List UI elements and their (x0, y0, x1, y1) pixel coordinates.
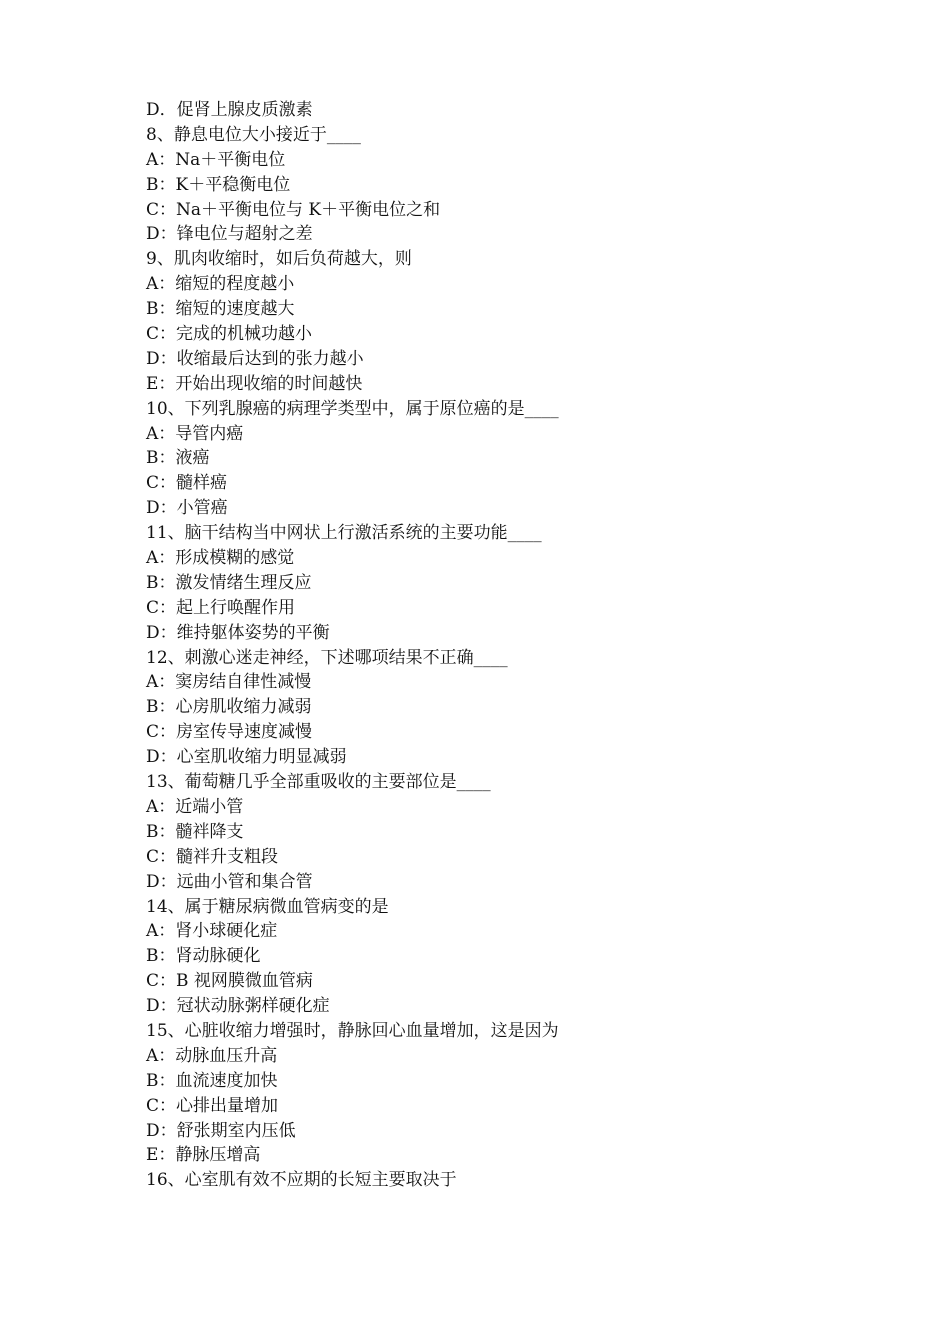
option-line: A：缩短的程度越小 (146, 274, 295, 295)
question-line: 9、肌肉收缩时，如后负荷越大，则 (146, 249, 412, 270)
option-line: D：心室肌收缩力明显减弱 (146, 747, 347, 768)
document-text-body (146, 98, 846, 1193)
option-line: D：维持躯体姿势的平衡 (146, 622, 330, 643)
option-line: D：小管癌 (146, 498, 228, 519)
option-line: A：窦房结自律性减慢 (146, 672, 312, 693)
question-line: 10、下列乳腺癌的病理学类型中，属于原位癌的是____ (146, 398, 559, 419)
option-line: C：起上行唤醒作用 (146, 597, 296, 618)
option-line: D：远曲小管和集合管 (146, 871, 313, 892)
option-line: C：B 视网膜微血管病 (146, 971, 313, 992)
option-line: C：完成的机械功越小 (146, 324, 313, 345)
question-line: 12、刺激心迷走神经，下述哪项结果不正确____ (146, 647, 508, 668)
option-line: C：髓样癌 (146, 473, 228, 494)
option-line: B：缩短的速度越大 (146, 299, 295, 320)
option-line: C：髓袢升支粗段 (146, 846, 279, 867)
option-line: E：开始出现收缩的时间越快 (146, 373, 363, 394)
option-line: D：舒张期室内压低 (146, 1120, 296, 1141)
option-line: A：动脉血压升高 (146, 1045, 278, 1066)
question-line: 13、葡萄糖几乎全部重吸收的主要部位是____ (146, 772, 491, 793)
option-line: A：形成模糊的感觉 (146, 548, 295, 569)
option-line: B：K＋平稳衡电位 (146, 174, 291, 195)
question-line: 16、心室肌有效不应期的长短主要取决于 (146, 1170, 457, 1191)
option-line: B：液癌 (146, 448, 210, 469)
option-line: B：心房肌收缩力减弱 (146, 697, 312, 718)
option-line: C：房室传导速度减慢 (146, 722, 313, 743)
option-line: D：冠状动脉粥样硬化症 (146, 996, 330, 1017)
option-line: A：导管内癌 (146, 423, 244, 444)
option-line: A：Na＋平衡电位 (146, 149, 286, 170)
question-line: 8、静息电位大小接近于____ (146, 124, 361, 145)
option-line: B：肾动脉硬化 (146, 946, 261, 967)
option-line: D：锋电位与超射之差 (146, 224, 313, 245)
option-line: D．促肾上腺皮质激素 (146, 100, 313, 120)
option-line: B：血流速度加快 (146, 1070, 278, 1091)
option-line: A：近端小管 (146, 796, 244, 817)
option-line: B：激发情绪生理反应 (146, 572, 312, 593)
option-line: D：收缩最后达到的张力越小 (146, 348, 364, 369)
question-line: 14、属于糖尿病微血管病变的是 (146, 896, 389, 917)
option-line: A：肾小球硬化症 (146, 921, 278, 942)
option-line: B：髓袢降支 (146, 821, 244, 842)
question-line: 11、脑干结构当中网状上行激活系统的主要功能____ (146, 523, 542, 544)
option-line: C：心排出量增加 (146, 1095, 279, 1116)
option-line: C：Na＋平衡电位与 K＋平衡电位之和 (146, 199, 441, 220)
option-line: E：静脉压增高 (146, 1145, 261, 1166)
question-line: 15、心脏收缩力增强时，静脉回心血量增加，这是因为 (146, 1020, 559, 1041)
